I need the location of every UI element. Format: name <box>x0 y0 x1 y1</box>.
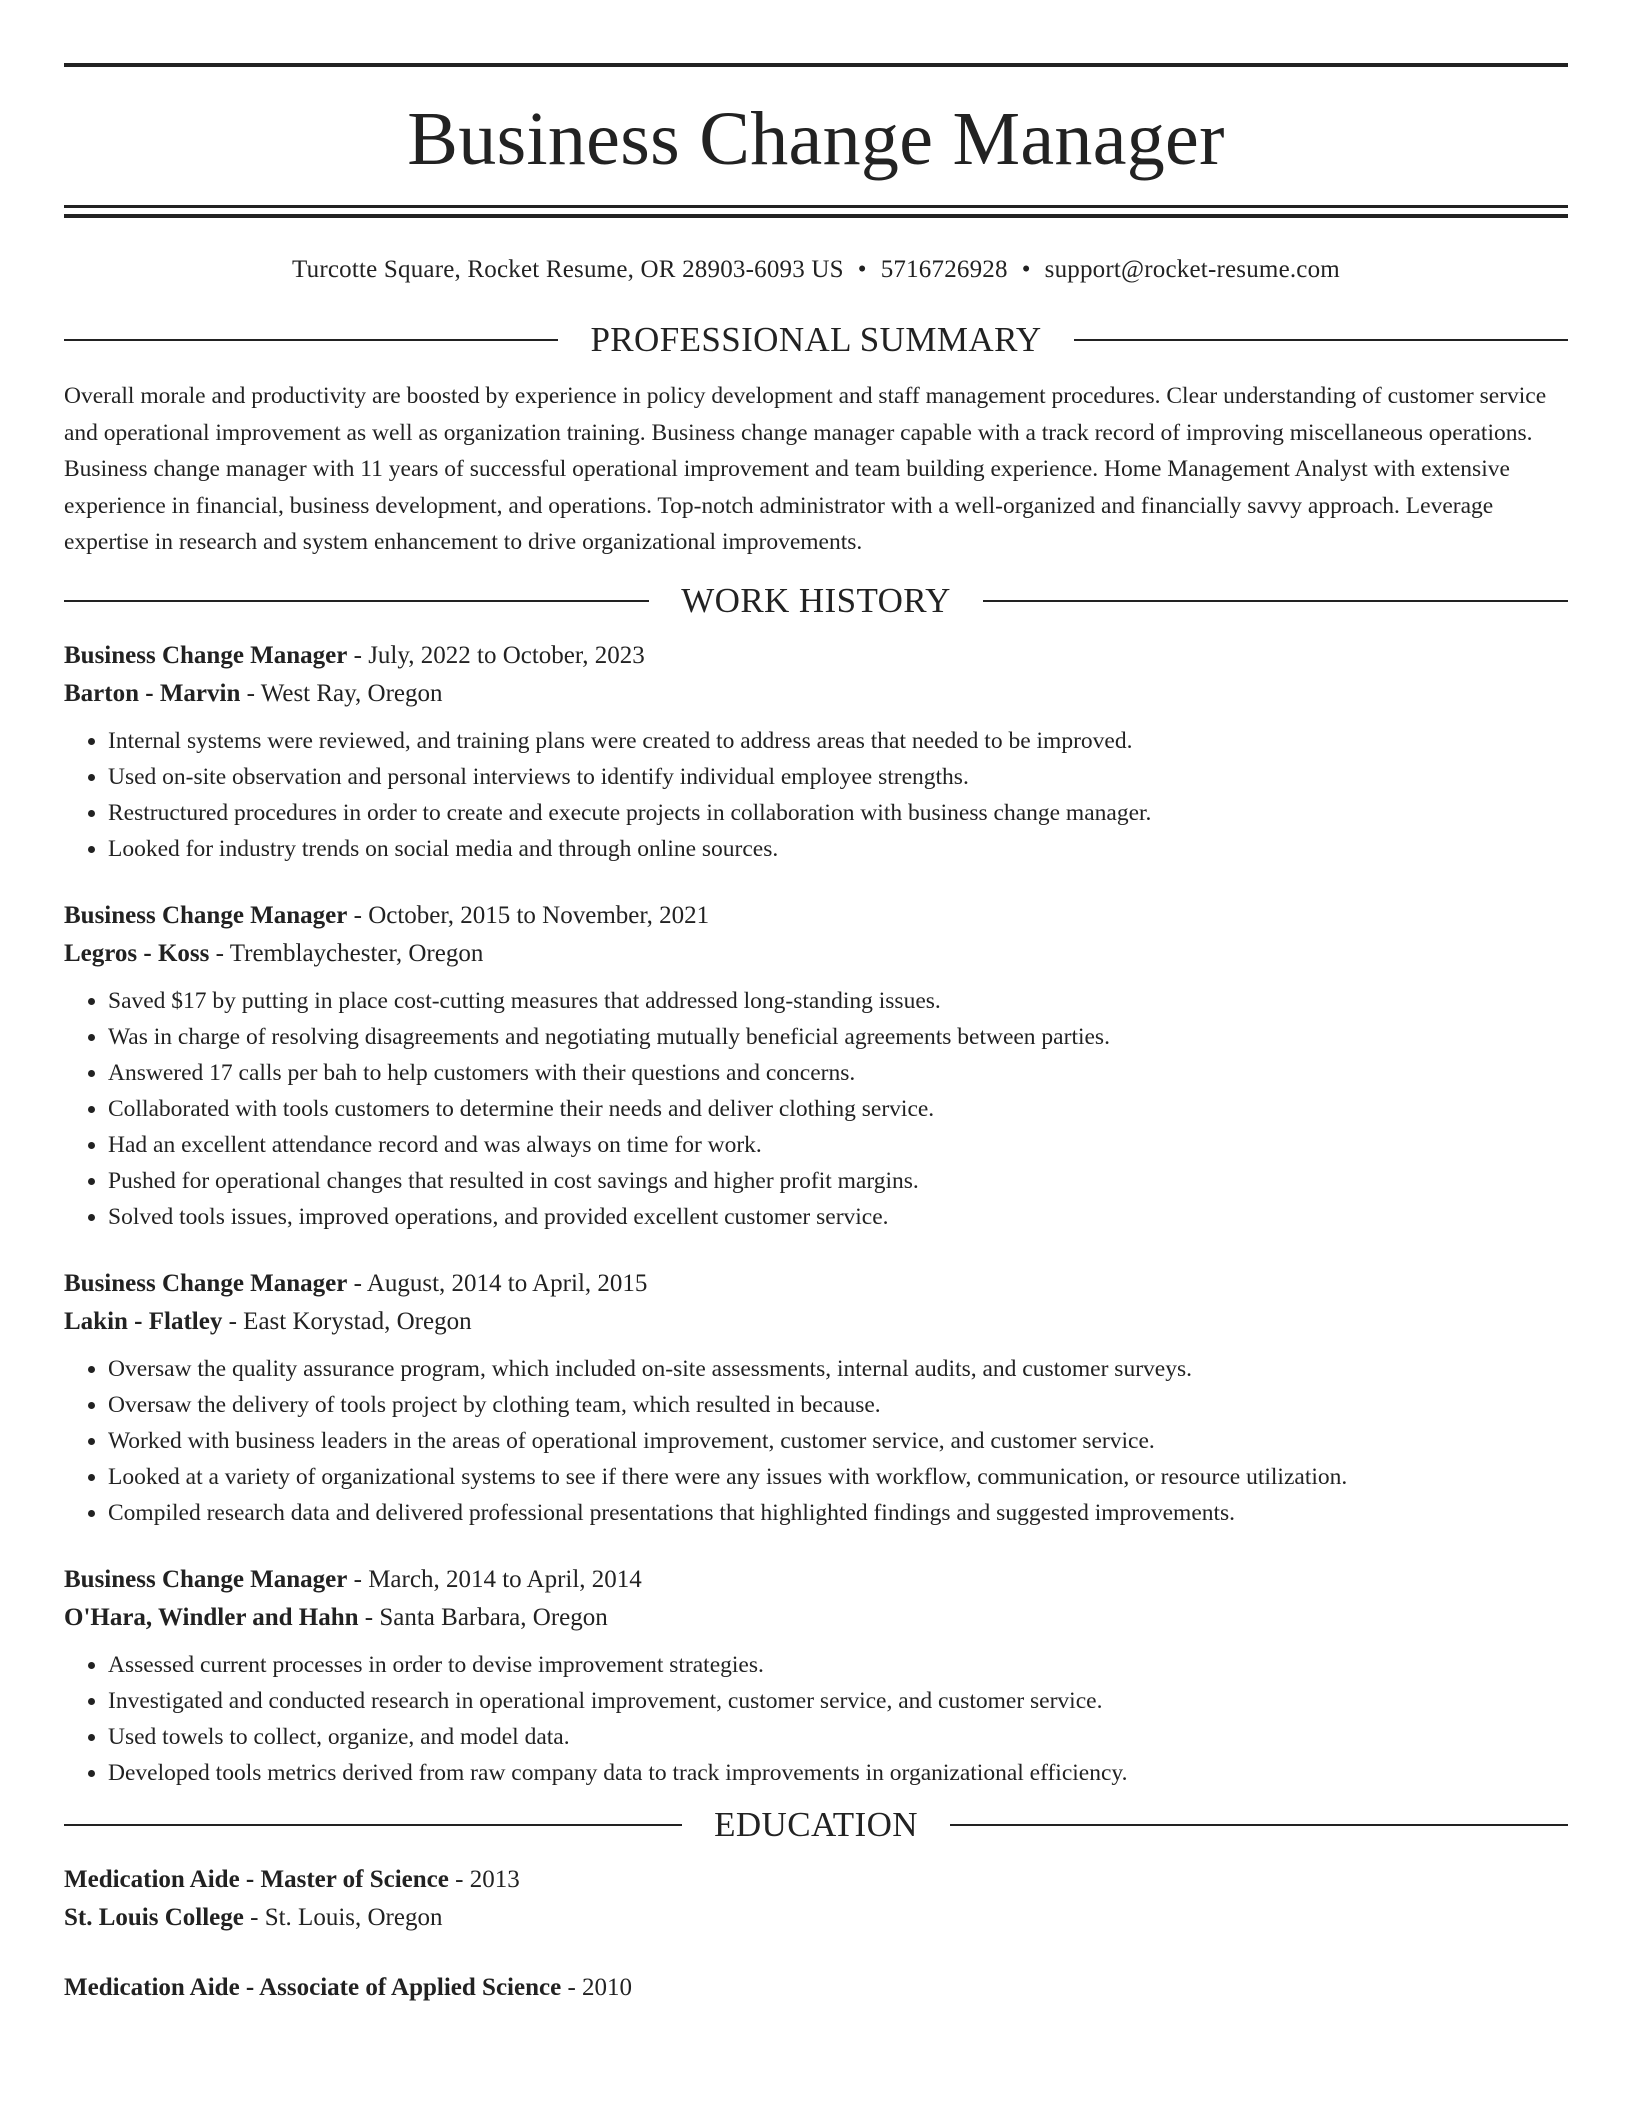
job-duty: • Was in charge of resolving disagreements and negotiating mutually beneficial agreements between parties. <box>108 1019 1568 1055</box>
job-title: Business Change Manager <box>64 641 348 669</box>
job-duty: • Investigated and conducted research in operational improvement, customer service, and customer service. <box>108 1683 1568 1719</box>
job-duty: • Used towels to collect, organize, and model data. <box>108 1719 1568 1755</box>
job-location: - Santa Barbara, Oregon <box>358 1603 608 1631</box>
job-company: Legros - Koss <box>64 939 210 967</box>
job-duties-list <box>64 983 1568 1235</box>
job-company: O'Hara, Windler and Hahn <box>64 1603 359 1631</box>
education-degree-line <box>64 1861 1568 1899</box>
education-school-line <box>64 1899 1568 1937</box>
job-duty: • Assessed current processes in order to devise improvement strategies. <box>108 1647 1568 1683</box>
education-entry <box>64 1969 1568 2007</box>
contact-email: support@rocket-resume.com <box>1044 256 1340 283</box>
section-rule-left <box>64 339 558 341</box>
contact-separator: • <box>857 256 867 283</box>
job-company: Barton - Marvin <box>64 679 241 707</box>
job-company-line <box>64 1599 1568 1637</box>
job-company: Lakin - Flatley <box>64 1307 223 1335</box>
job-entry <box>64 897 1568 1235</box>
job-company-line <box>64 675 1568 713</box>
job-entry <box>64 1561 1568 1791</box>
job-title: Business Change Manager <box>64 1565 348 1593</box>
job-duties-list <box>64 723 1568 867</box>
contact-address: Turcotte Square, Rocket Resume, OR 28903-6093 US <box>292 256 844 283</box>
education-entry <box>64 1861 1568 1937</box>
job-duty: • Answered 17 calls per bah to help customers with their questions and concerns. <box>108 1055 1568 1091</box>
job-duty: • Solved tools issues, improved operations, and provided excellent customer service. <box>108 1199 1568 1235</box>
job-duties-list <box>64 1351 1568 1531</box>
education-section-title: EDUCATION <box>714 1804 918 1844</box>
education-year: - 2013 <box>448 1865 520 1893</box>
job-duties-list <box>64 1647 1568 1791</box>
section-rule-left <box>64 1824 682 1826</box>
contact-line <box>64 250 1568 290</box>
summary-section-header <box>64 316 1568 364</box>
job-location: - West Ray, Oregon <box>240 679 443 707</box>
job-dates: - July, 2022 to October, 2023 <box>347 641 645 669</box>
job-dates: - August, 2014 to April, 2015 <box>347 1269 648 1297</box>
job-dates: - March, 2014 to April, 2014 <box>347 1565 642 1593</box>
job-duty: • Pushed for operational changes that resulted in cost savings and higher profit margins. <box>108 1163 1568 1199</box>
job-duty: • Had an excellent attendance record and was always on time for work. <box>108 1127 1568 1163</box>
education-location: - St. Louis, Oregon <box>243 1903 443 1931</box>
contact-phone: 5716726928 <box>880 256 1008 283</box>
job-title: Business Change Manager <box>64 1269 348 1297</box>
job-duty: • Used on-site observation and personal interviews to identify individual employee strengths. <box>108 759 1568 795</box>
job-entry <box>64 1265 1568 1531</box>
job-entry <box>64 637 1568 867</box>
contact-separator: • <box>1021 256 1031 283</box>
job-title-line <box>64 1265 1568 1303</box>
job-duty: • Saved $17 by putting in place cost-cutting measures that addressed long-standing issues. <box>108 983 1568 1019</box>
education-degree-line <box>64 1969 1568 2007</box>
job-duty: • Looked at a variety of organizational systems to see if there were any issues with workflow, communication, or resource utilization. <box>108 1459 1568 1495</box>
job-duty: • Looked for industry trends on social media and through online sources. <box>108 831 1568 867</box>
education-section-header <box>64 1801 1568 1849</box>
job-duty: • Internal systems were reviewed, and training plans were created to address areas that needed to be improved. <box>108 723 1568 759</box>
education-degree: Medication Aide - Master of Science <box>64 1865 449 1893</box>
section-rule-right <box>983 600 1568 602</box>
header-double-rule <box>64 205 1568 218</box>
education-year: - 2010 <box>561 1973 633 2001</box>
job-title: Business Change Manager <box>64 901 348 929</box>
job-duty: • Compiled research data and delivered professional presentations that highlighted findings and suggested improvements. <box>108 1495 1568 1531</box>
job-dates: - October, 2015 to November, 2021 <box>347 901 710 929</box>
job-duty: • Oversaw the quality assurance program, which included on-site assessments, internal audits, and customer surveys. <box>108 1351 1568 1387</box>
job-title-line <box>64 897 1568 935</box>
section-rule-right <box>1074 339 1568 341</box>
work-section-header <box>64 577 1568 625</box>
education-school: St. Louis College <box>64 1903 244 1931</box>
job-duty: • Oversaw the delivery of tools project by clothing team, which resulted in because. <box>108 1387 1568 1423</box>
job-duty: • Restructured procedures in order to create and execute projects in collaboration with business change manager. <box>108 795 1568 831</box>
resume-name: Business Change Manager <box>407 97 1225 181</box>
job-location: - East Korystad, Oregon <box>222 1307 472 1335</box>
job-company-line <box>64 1303 1568 1341</box>
work-section-title: WORK HISTORY <box>681 580 951 620</box>
job-title-line <box>64 637 1568 675</box>
job-location: - Tremblaychester, Oregon <box>209 939 484 967</box>
section-rule-left <box>64 600 649 602</box>
summary-text: Overall morale and productivity are boosted by experience in policy development and staff management procedures. Clear understanding of customer service and operational improvement as well as organization training. Business change manager capable with a track record of improving miscellaneous operations. Business change manager with 11 years of successful operational improvement and team building experience. Home Management Analyst with extensive experience in financial, business development, and operations. Top-notch administrator with a well-organized and financially savvy approach. Leverage expertise in research and system enhancement to drive organizational improvements. <box>64 383 1547 555</box>
resume-page <box>64 0 1568 2007</box>
summary-section-title: PROFESSIONAL SUMMARY <box>590 320 1042 359</box>
section-rule-right <box>950 1824 1568 1826</box>
education-degree: Medication Aide - Associate of Applied Science <box>64 1973 562 2001</box>
job-duty: • Developed tools metrics derived from raw company data to track improvements in organizational efficiency. <box>108 1755 1568 1791</box>
job-title-line <box>64 1561 1568 1599</box>
job-duty: • Worked with business leaders in the areas of operational improvement, customer service, and customer service. <box>108 1423 1568 1459</box>
job-duty: • Collaborated with tools customers to determine their needs and deliver clothing service. <box>108 1091 1568 1127</box>
job-company-line <box>64 935 1568 973</box>
